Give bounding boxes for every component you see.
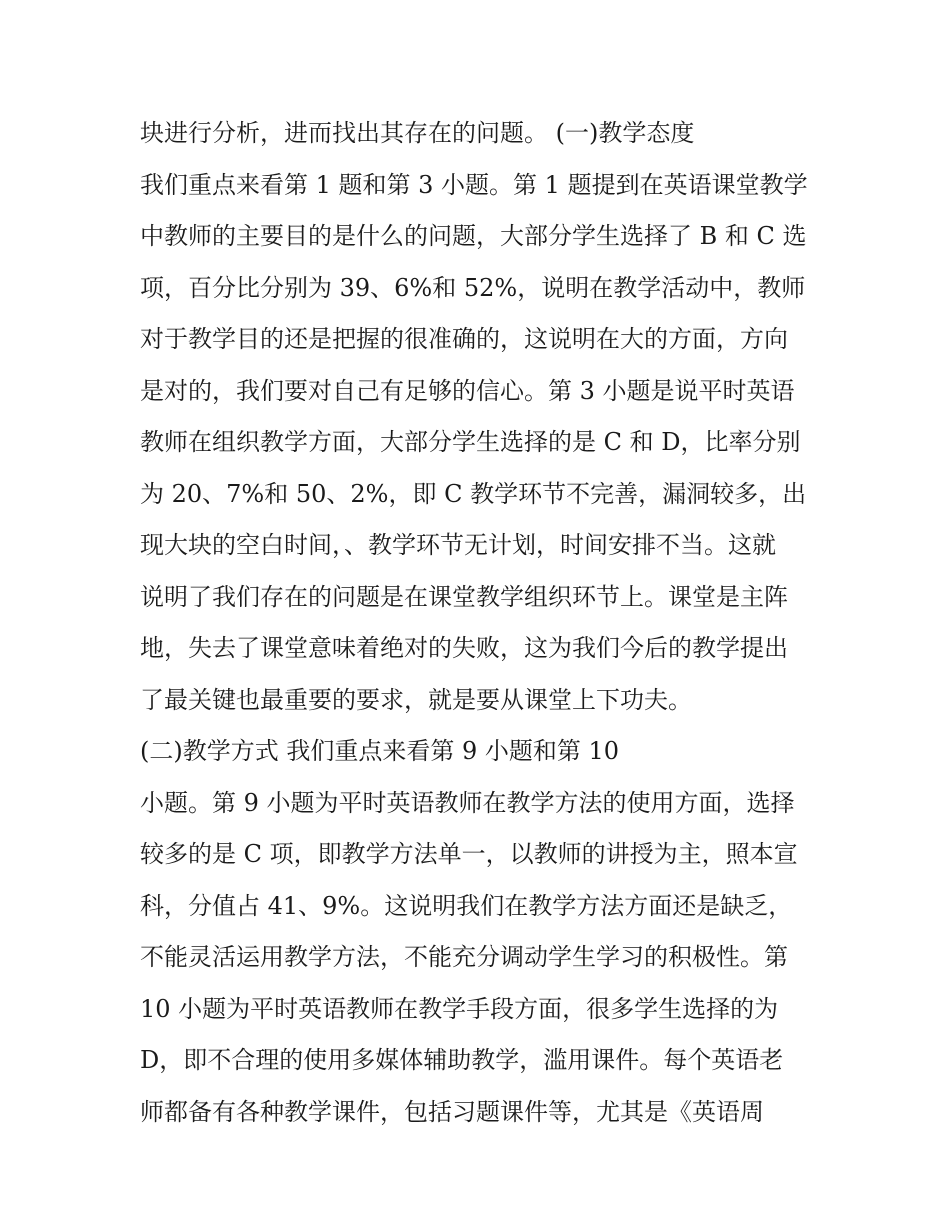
text-line-5: 对于教学目的还是把握的很准确的，这说明在大的方面，方向: [140, 325, 788, 353]
text-line-20: 师都备有各种教学课件，包括习题课件等，尤其是《英语周: [140, 1097, 764, 1126]
text-line-1: 块进行分析，进而找出其存在的问题。 (一)教学态度: [140, 119, 695, 147]
text-line-17: 不能灵活运用教学方法，不能充分调动学生学习的积极性。第: [140, 943, 788, 971]
text-line-19: D，即不合理的使用多媒体辅助教学，滥用课件。每个英语老: [140, 1046, 784, 1074]
text-line-10: 说明了我们存在的问题是在课堂教学组织环节上。课堂是主阵: [140, 582, 788, 611]
section-heading-line: (二)教学方式 我们重点来看第 9 小题和第 10: [140, 737, 620, 765]
text-line-7: 教师在组织教学方面，大部分学生选择的是 C 和 D，比率分别: [140, 428, 801, 456]
text-line-15: 较多的是 C 项，即教学方法单一，以教师的讲授为主，照本宣: [140, 840, 798, 868]
text-line-14: 小题。第 9 小题为平时英语教师在教学方法的使用方面，选择: [140, 788, 795, 817]
text-line-18: 10 小题为平时英语教师在教学手段方面，很多学生选择的为: [140, 994, 779, 1023]
text-line-11: 地，失去了课堂意味着绝对的失败，这为我们今后的教学提出: [140, 634, 788, 662]
text-line-4: 项，百分比分别为 39、6%和 52%，说明在教学活动中，教师: [140, 273, 806, 302]
text-line-2: 我们重点来看第 1 题和第 3 小题。第 1 题提到在英语课堂教学: [140, 170, 808, 199]
text-line-8: 为 20、7%和 50、2%，即 C 教学环节不完善，漏洞较多，出: [140, 479, 807, 508]
text-line-16: 科，分值占 41、9%。这说明我们在教学方法方面还是缺乏，: [140, 891, 793, 920]
text-line-12: 了最关键也最重要的要求，就是要从课堂上下功夫。: [140, 685, 692, 714]
text-line-9: 现大块的空白时间，、教学环节无计划，时间安排不当。这就: [140, 531, 776, 559]
text-line-3: 中教师的主要目的是什么的问题，大部分学生选择了 B 和 C 选: [140, 222, 807, 250]
text-line-6: 是对的，我们要对自己有足够的信心。第 3 小题是说平时英语: [140, 376, 795, 405]
body-text: [140, 108, 820, 1138]
